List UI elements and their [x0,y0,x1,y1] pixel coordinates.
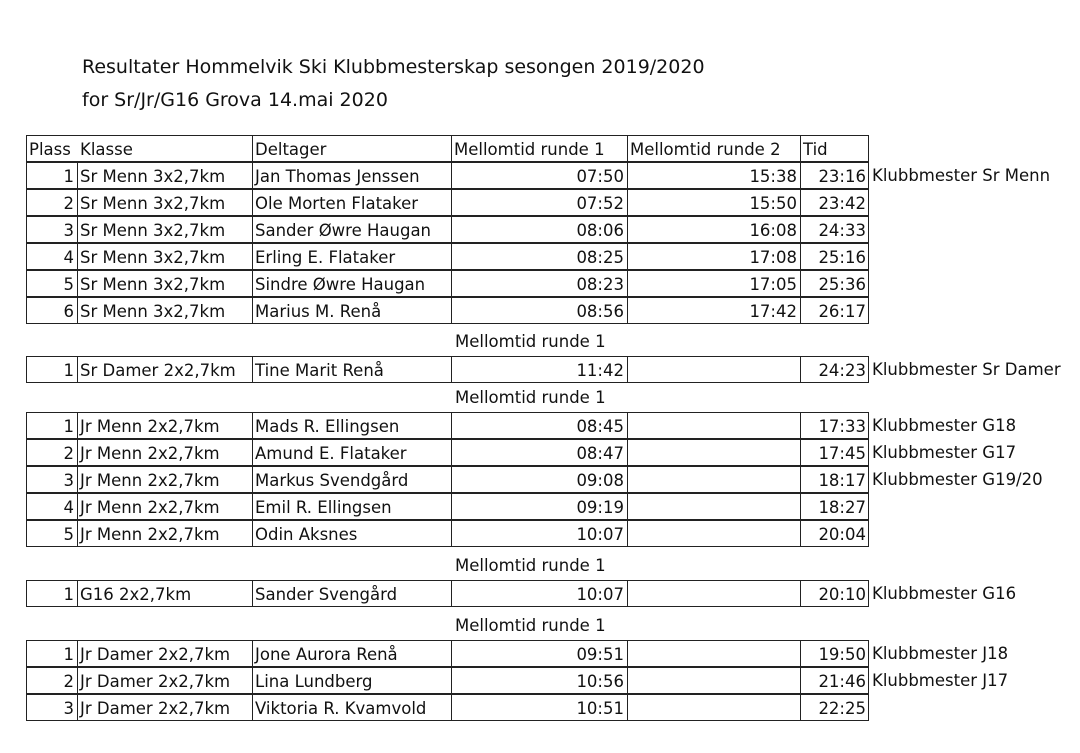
cell-mellomtid-1: 07:52 [451,189,627,216]
cell-plass: 1 [26,580,78,607]
cell-mellomtid-1: 08:23 [451,270,627,297]
cell-deltager: Mads R. Ellingsen [252,412,451,439]
cell-klasse: Jr Menn 2x2,7km [78,439,252,466]
cell-plass: 5 [26,520,78,547]
cell-note: Klubbmester J17 [872,671,1009,690]
cell-klasse: Jr Menn 2x2,7km [78,520,252,547]
cell-klasse: Jr Menn 2x2,7km [78,412,252,439]
table-row [0,640,1080,667]
cell-deltager: Markus Svendgård [252,466,451,493]
table-row [0,297,1080,324]
cell-klasse: Jr Damer 2x2,7km [78,694,252,721]
cell-plass: 5 [26,270,78,297]
cell-mellomtid-2: 16:08 [627,216,800,243]
cell-plass: 1 [26,356,78,383]
cell-mellomtid-1: 08:56 [451,297,627,324]
cell-tid: 24:33 [800,216,869,243]
cell-tid: 21:46 [800,667,869,694]
cell-klasse: Jr Damer 2x2,7km [78,667,252,694]
table-row [0,412,1080,439]
cell-tid: 19:50 [800,640,869,667]
cell-deltager: Erling E. Flataker [252,243,451,270]
cell-klasse: Sr Menn 3x2,7km [78,270,252,297]
table-row [0,694,1080,721]
cell-mellomtid-2 [627,640,800,667]
cell-deltager: Marius M. Renå [252,297,451,324]
cell-tid: 18:27 [800,493,869,520]
table-row [0,580,1080,607]
cell-mellomtid-1: 10:51 [451,694,627,721]
cell-mellomtid-1: 07:50 [451,162,627,189]
cell-plass: 2 [26,667,78,694]
section-subheader: Mellomtid runde 1 [455,556,606,575]
cell-tid: 24:23 [800,356,869,383]
cell-klasse: Sr Menn 3x2,7km [78,243,252,270]
cell-klasse: Sr Menn 3x2,7km [78,216,252,243]
cell-klasse: Jr Menn 2x2,7km [78,493,252,520]
cell-mellomtid-2 [627,580,800,607]
table-row [0,667,1080,694]
cell-mellomtid-2 [627,667,800,694]
cell-mellomtid-2: 15:38 [627,162,800,189]
cell-deltager: Sindre Øwre Haugan [252,270,451,297]
header-deltager: Deltager [252,135,451,162]
cell-mellomtid-2 [627,412,800,439]
cell-note: Klubbmester G17 [872,443,1017,462]
cell-deltager: Odin Aksnes [252,520,451,547]
table-row [0,493,1080,520]
cell-plass: 3 [26,216,78,243]
cell-note: Klubbmester G16 [872,584,1017,603]
cell-note: Klubbmester G18 [872,416,1017,435]
cell-deltager: Jone Aurora Renå [252,640,451,667]
cell-deltager: Amund E. Flataker [252,439,451,466]
cell-tid: 25:36 [800,270,869,297]
cell-mellomtid-1: 08:47 [451,439,627,466]
cell-tid: 18:17 [800,466,869,493]
cell-mellomtid-2 [627,493,800,520]
cell-tid: 26:17 [800,297,869,324]
cell-tid: 22:25 [800,694,869,721]
cell-klasse: Jr Menn 2x2,7km [78,466,252,493]
table-row [0,270,1080,297]
cell-plass: 6 [26,297,78,324]
cell-plass: 1 [26,640,78,667]
cell-deltager: Viktoria R. Kvamvold [252,694,451,721]
cell-mellomtid-1: 08:45 [451,412,627,439]
cell-plass: 4 [26,243,78,270]
cell-mellomtid-2 [627,356,800,383]
table-row [0,216,1080,243]
cell-tid: 17:33 [800,412,869,439]
cell-mellomtid-2: 17:42 [627,297,800,324]
document-title: Resultater Hommelvik Ski Klubbmesterskap sesongen 2019/2020 [82,56,705,78]
cell-klasse: Sr Menn 3x2,7km [78,162,252,189]
cell-deltager: Lina Lundberg [252,667,451,694]
header-klasse: Klasse [78,135,252,162]
cell-mellomtid-1: 08:25 [451,243,627,270]
table-row [0,356,1080,383]
cell-klasse: G16 2x2,7km [78,580,252,607]
cell-mellomtid-2 [627,466,800,493]
cell-note: Klubbmester J18 [872,644,1009,663]
cell-tid: 23:42 [800,189,869,216]
cell-mellomtid-1: 11:42 [451,356,627,383]
cell-tid: 20:10 [800,580,869,607]
header-plass: Plass [26,135,78,162]
section-subheader: Mellomtid runde 1 [455,616,606,635]
table-row [0,439,1080,466]
cell-tid: 25:16 [800,243,869,270]
header-tid: Tid [800,135,869,162]
cell-deltager: Jan Thomas Jenssen [252,162,451,189]
cell-mellomtid-2 [627,439,800,466]
cell-mellomtid-1: 10:07 [451,580,627,607]
cell-plass: 3 [26,466,78,493]
section-subheader: Mellomtid runde 1 [455,332,606,351]
table-row [0,162,1080,189]
cell-deltager: Sander Øwre Haugan [252,216,451,243]
cell-mellomtid-2: 17:05 [627,270,800,297]
table-row [0,189,1080,216]
table-row [0,520,1080,547]
cell-klasse: Sr Damer 2x2,7km [78,356,252,383]
cell-mellomtid-2: 17:08 [627,243,800,270]
cell-plass: 1 [26,412,78,439]
section-subheader: Mellomtid runde 1 [455,388,606,407]
cell-deltager: Emil R. Ellingsen [252,493,451,520]
cell-plass: 3 [26,694,78,721]
cell-plass: 2 [26,439,78,466]
table-header-row [0,135,1080,162]
cell-tid: 17:45 [800,439,869,466]
cell-note: Klubbmester G19/20 [872,470,1043,489]
cell-deltager: Ole Morten Flataker [252,189,451,216]
cell-note: Klubbmester Sr Menn [872,166,1051,185]
cell-mellomtid-1: 08:06 [451,216,627,243]
cell-deltager: Sander Svengård [252,580,451,607]
cell-plass: 2 [26,189,78,216]
cell-mellomtid-1: 09:08 [451,466,627,493]
document-subtitle: for Sr/Jr/G16 Grova 14.mai 2020 [82,89,388,111]
cell-mellomtid-1: 09:51 [451,640,627,667]
cell-plass: 1 [26,162,78,189]
cell-klasse: Sr Menn 3x2,7km [78,189,252,216]
header-mellomtid-1: Mellomtid runde 1 [451,135,627,162]
cell-mellomtid-2 [627,694,800,721]
cell-klasse: Sr Menn 3x2,7km [78,297,252,324]
cell-mellomtid-2 [627,520,800,547]
cell-deltager: Tine Marit Renå [252,356,451,383]
table-row [0,243,1080,270]
cell-tid: 20:04 [800,520,869,547]
cell-mellomtid-1: 09:19 [451,493,627,520]
cell-plass: 4 [26,493,78,520]
cell-mellomtid-1: 10:07 [451,520,627,547]
cell-note: Klubbmester Sr Damer [872,360,1061,379]
header-mellomtid-2: Mellomtid runde 2 [627,135,800,162]
cell-mellomtid-1: 10:56 [451,667,627,694]
cell-tid: 23:16 [800,162,869,189]
cell-mellomtid-2: 15:50 [627,189,800,216]
table-row [0,466,1080,493]
cell-klasse: Jr Damer 2x2,7km [78,640,252,667]
